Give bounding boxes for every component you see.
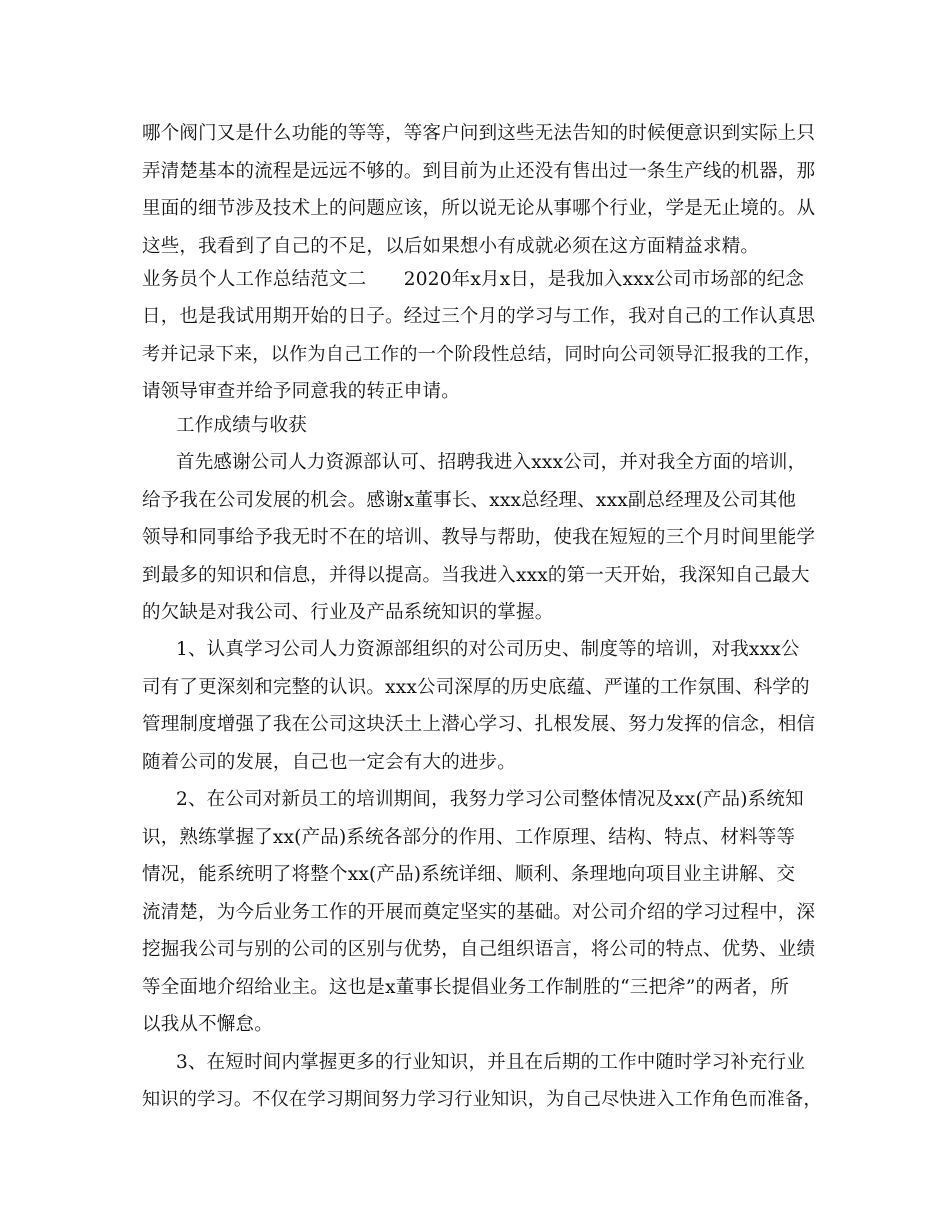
paragraph-line: 领导和同事给予我无时不在的培训、教导与帮助，使我在短短的三个月时间里能学	[142, 527, 816, 548]
paragraph-line: 流清楚，为今后业务工作的开展而奠定坚实的基础。对公司介绍的学习过程中，深	[142, 902, 816, 923]
subheading: 工作成绩与收获	[176, 415, 307, 436]
paragraph-line: 日，也是我试用期开始的日子。经过三个月的学习与工作，我对自己的工作认真思	[142, 306, 816, 327]
paragraph-line: 给予我在公司发展的机会。感谢x董事长、xxx总经理、xxx副总经理及公司其他	[142, 490, 797, 511]
paragraph-line: 知识的学习。不仅在学习期间努力学习行业知识，为自己尽快进入工作角色而准备，	[142, 1089, 822, 1110]
paragraph-line: 里面的细节涉及技术上的问题应该，所以说无论从事哪个行业，学是无止境的。从	[142, 198, 816, 219]
paragraph-line: 考并记录下来，以作为自己工作的一个阶段性总结，同时向公司领导汇报我的工作，	[142, 344, 822, 365]
paragraph-line: 以我从不懈怠。	[142, 1014, 273, 1035]
paragraph-line: 这些，我看到了自己的不足，以后如果想小有成就必须在这方面精益求精。	[142, 236, 760, 257]
paragraph-line: 请领导审查并给予同意我的转正申请。	[142, 381, 460, 402]
section-heading-line: 业务员个人工作总结范文二 2020年x月x日，是我加入xxx公司市场部的纪念	[142, 269, 805, 290]
paragraph-line: 识，熟练掌握了xx(产品)系统各部分的作用、工作原理、结构、特点、材料等等	[142, 827, 796, 848]
paragraph-line: 1、认真学习公司人力资源部组织的对公司历史、制度等的培训，对我xxx公	[176, 639, 800, 660]
paragraph-line: 3、在短时间内掌握更多的行业知识，并且在后期的工作中随时学习补充行业	[176, 1052, 806, 1073]
paragraph-line: 弄清楚基本的流程是远远不够的。到目前为止还没有售出过一条生产线的机器，那	[142, 161, 816, 182]
paragraph-line: 挖掘我公司与别的公司的区别与优势，自己组织语言，将公司的特点、优势、业绩	[142, 939, 816, 960]
paragraph-line: 随着公司的发展，自己也一定会有大的进步。	[142, 752, 517, 773]
paragraph-line: 首先感谢公司人力资源部认可、招聘我进入xxx公司，并对我全方面的培训，	[176, 452, 807, 473]
paragraph-line: 2、在公司对新员工的培训期间，我努力学习公司整体情况及xx(产品)系统知	[176, 789, 804, 810]
paragraph-line: 司有了更深刻和完整的认识。xxx公司深厚的历史底蕴、严谨的工作氛围、科学的	[142, 677, 810, 698]
paragraph-line: 的欠缺是对我公司、行业及产品系统知识的掌握。	[142, 602, 554, 623]
paragraph-line: 到最多的知识和信息，并得以提高。当我进入xxx的第一天开始，我深知自己最大	[142, 565, 810, 586]
paragraph-line: 哪个阀门又是什么功能的等等，等客户问到这些无法告知的时候便意识到实际上只	[142, 123, 816, 144]
paragraph-line: 等全面地介绍给业主。这也是x董事长提倡业务工作制胜的“三把斧”的两者，所	[142, 977, 790, 998]
paragraph-line: 管理制度增强了我在公司这块沃土上潜心学习、扎根发展、努力发挥的信念，相信	[142, 714, 816, 735]
paragraph-line: 情况，能系统明了将整个xx(产品)系统详细、顺利、条理地向项目业主讲解、交	[142, 864, 796, 885]
